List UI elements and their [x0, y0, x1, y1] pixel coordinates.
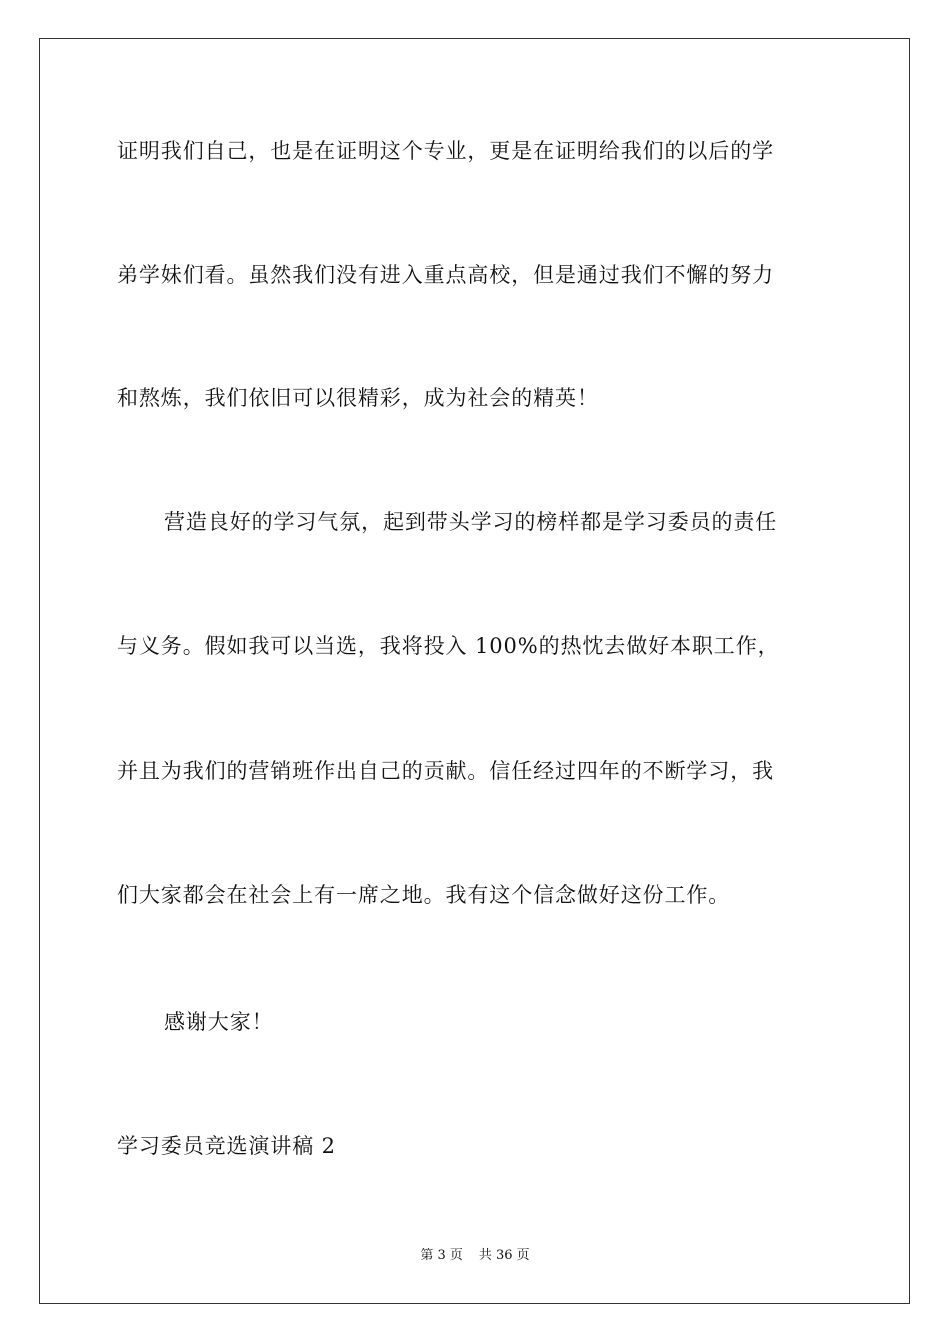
page-footer — [0, 1248, 950, 1264]
section-heading: 学习委员竞选演讲稿 2 — [117, 1134, 336, 1158]
page-number: 第 3 页 — [420, 1248, 463, 1263]
closing-line: 感谢大家！ — [164, 1010, 274, 1034]
body-line-1: 证明我们自己，也是在证明这个专业，更是在证明给我们的以后的学 — [117, 139, 774, 163]
body-line-5: 与义务。假如我可以当选，我将投入 100%的热忱去做好本职工作， — [117, 634, 780, 658]
body-line-3: 和熬炼，我们依旧可以很精彩，成为社会的精英！ — [117, 386, 599, 410]
body-line-7: 们大家都会在社会上有一席之地。我有这个信念做好这份工作。 — [117, 883, 731, 907]
body-line-2: 弟学妹们看。虽然我们没有进入重点高校，但是通过我们不懈的努力 — [117, 263, 774, 287]
body-line-6: 并且为我们的营销班作出自己的贡献。信任经过四年的不断学习，我 — [117, 759, 774, 783]
page-total: 共 36 页 — [478, 1248, 530, 1263]
paragraph-line-1: 营造良好的学习气氛，起到带头学习的榜样都是学习委员的责任 — [164, 510, 778, 534]
page-border — [39, 38, 910, 1304]
